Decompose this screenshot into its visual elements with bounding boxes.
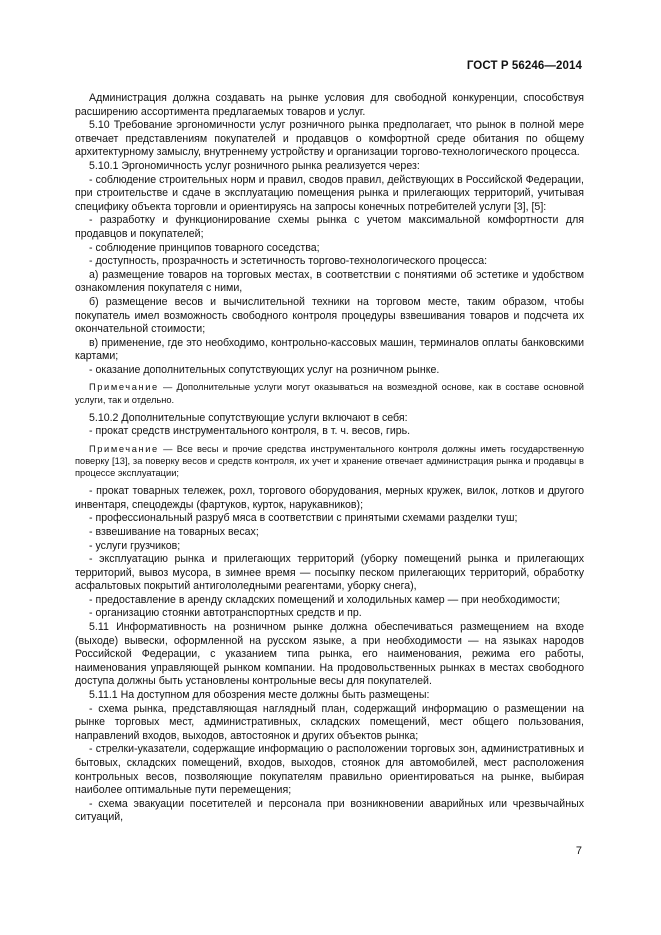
list-item: б) размещение весов и вычислительной техники на торговом месте, таким образом, чтобы покупатель имел возможность свободного контроля процедуры взвешивания товаров и подсчета их окончательной стоимости; bbox=[75, 295, 584, 336]
paragraph: 5.11.1 На доступном для обозрения месте должны быть размещены: bbox=[89, 689, 430, 702]
paragraph: 5.10.2 Дополнительные сопутствующие услуги включают в себя: bbox=[89, 411, 408, 424]
note-text: — Дополнительные услуги могут оказываться на возмездной основе, как в составе основной услуги, так и отдельно. bbox=[75, 382, 584, 405]
paragraph: 5.10.1 Эргономичность услуг розничного рынка реализуется через: bbox=[89, 159, 420, 172]
list-item: - соблюдение принципов товарного соседства; bbox=[89, 241, 320, 254]
note-label: Примечание bbox=[89, 382, 159, 393]
page-number: 7 bbox=[575, 845, 582, 857]
document-body bbox=[75, 92, 584, 825]
list-item: в) применение, где это необходимо, контрольно-кассовых машин, терминалов оплаты банковскими картами; bbox=[75, 336, 584, 363]
standard-header: ГОСТ Р 56246—2014 bbox=[466, 60, 582, 72]
paragraph: 5.11 Информативность на розничном рынке должна обеспечиваться размещением на входе (выходе) вывески, оформленной на русском языке, а при необходимости — на языках народов Российской Федерации, с указанием типа рынка, его наименования, режима его работы, наименования управляющей рынком компании. На продовольственных рынках в местах свободного доступа должны быть установлены контрольные весы для покупателей. bbox=[75, 621, 584, 688]
list-item: - разработку и функционирование схемы рынка с учетом максимальной комфортности для продавцов и покупателей; bbox=[75, 214, 584, 240]
list-item: - стрелки-указатели, содержащие информацию о расположении торговых зон, административных и бытовых, складских помещений, входов, выходов, стоянок для автомобилей, мест расположения контрольных весов, позволяющие покупателям правильно ориентироваться на рынке, выбирая наиболее оптимальные пути перемещения; bbox=[75, 743, 584, 797]
paragraph: Администрация должна создавать на рынке условия для свободной конкуренции, способствуя расширению ассортимента предлагаемых товаров и услуг. bbox=[75, 92, 584, 118]
list-item: - схема эвакуации посетителей и персонала при возникновении аварийных или чрезвычайных ситуаций, bbox=[75, 797, 584, 824]
note-text: — Все весы и прочие средства инструментального контроля должны иметь государственную поверку [13], за поверку весов и средств контроля, их учет и хранение отвечает администрация рынка и продавцы в процессе эксплуатации; bbox=[75, 443, 584, 479]
list-item: - взвешивание на товарных весах; bbox=[89, 525, 259, 538]
list-item: - доступность, прозрачность и эстетичность торгово-технологического процесса: bbox=[89, 255, 488, 268]
list-item: - прокат товарных тележек, рохл, торгового оборудования, мерных кружек, вилок, лотков и другого инвентаря, спецодежды (фартуков, курток, нарукавников); bbox=[75, 485, 584, 511]
list-item: - оказание дополнительных сопутствующих услуг на розничном рынке. bbox=[89, 363, 440, 376]
note bbox=[75, 381, 584, 405]
list-item: а) размещение товаров на торговых местах, в соответствии с понятиями об эстетике и удобством ознакомления покупателя с ними, bbox=[75, 268, 584, 295]
list-item: - соблюдение строительных норм и правил, сводов правил, действующих в Российской Федерации, при строительстве и сдаче в эксплуатацию помещения рынка и прилегающих территорий, учитывая специфику объекта торговли и ориентируясь на запросы конечных потребителей услуги [3], [5]: bbox=[75, 173, 584, 213]
note-label: Примечание bbox=[89, 443, 159, 454]
list-item: - профессиональный разруб мяса в соответствии с принятыми схемами разделки туш; bbox=[89, 512, 518, 525]
list-item: - организацию стоянки автотранспортных средств и пр. bbox=[89, 607, 362, 620]
list-item: - схема рынка, представляющая наглядный план, содержащий информацию о размещении на рынке торговых мест, административных, складских помещений, мест общего пользования, направлений входов, выходов, автостоянок и других объектов рынка; bbox=[75, 702, 584, 742]
paragraph: 5.10 Требование эргономичности услуг розничного рынка предполагает, что рынок в полной мере отвечает представлениям покупателей и продавцов о комфортной среде обитания по общему архитектурному замыслу, внутреннему устройству и организации торгово-технологического процесса. bbox=[75, 119, 584, 159]
note bbox=[75, 443, 584, 479]
list-item: - прокат средств инструментального контроля, в т. ч. весов, гирь. bbox=[89, 425, 411, 438]
list-item: - услуги грузчиков; bbox=[89, 539, 181, 552]
list-item: - эксплуатацию рынка и прилегающих территорий (уборку помещений рынка и прилегающих территорий, вывоз мусора, в зимнее время — посыпку песком прилегающих территорий, обработку асфальтовых покрытий антигололедными реагентами, уборку снега), bbox=[75, 553, 584, 593]
list-item: - предоставление в аренду складских помещений и холодильных камер — при необходимости; bbox=[89, 593, 561, 606]
